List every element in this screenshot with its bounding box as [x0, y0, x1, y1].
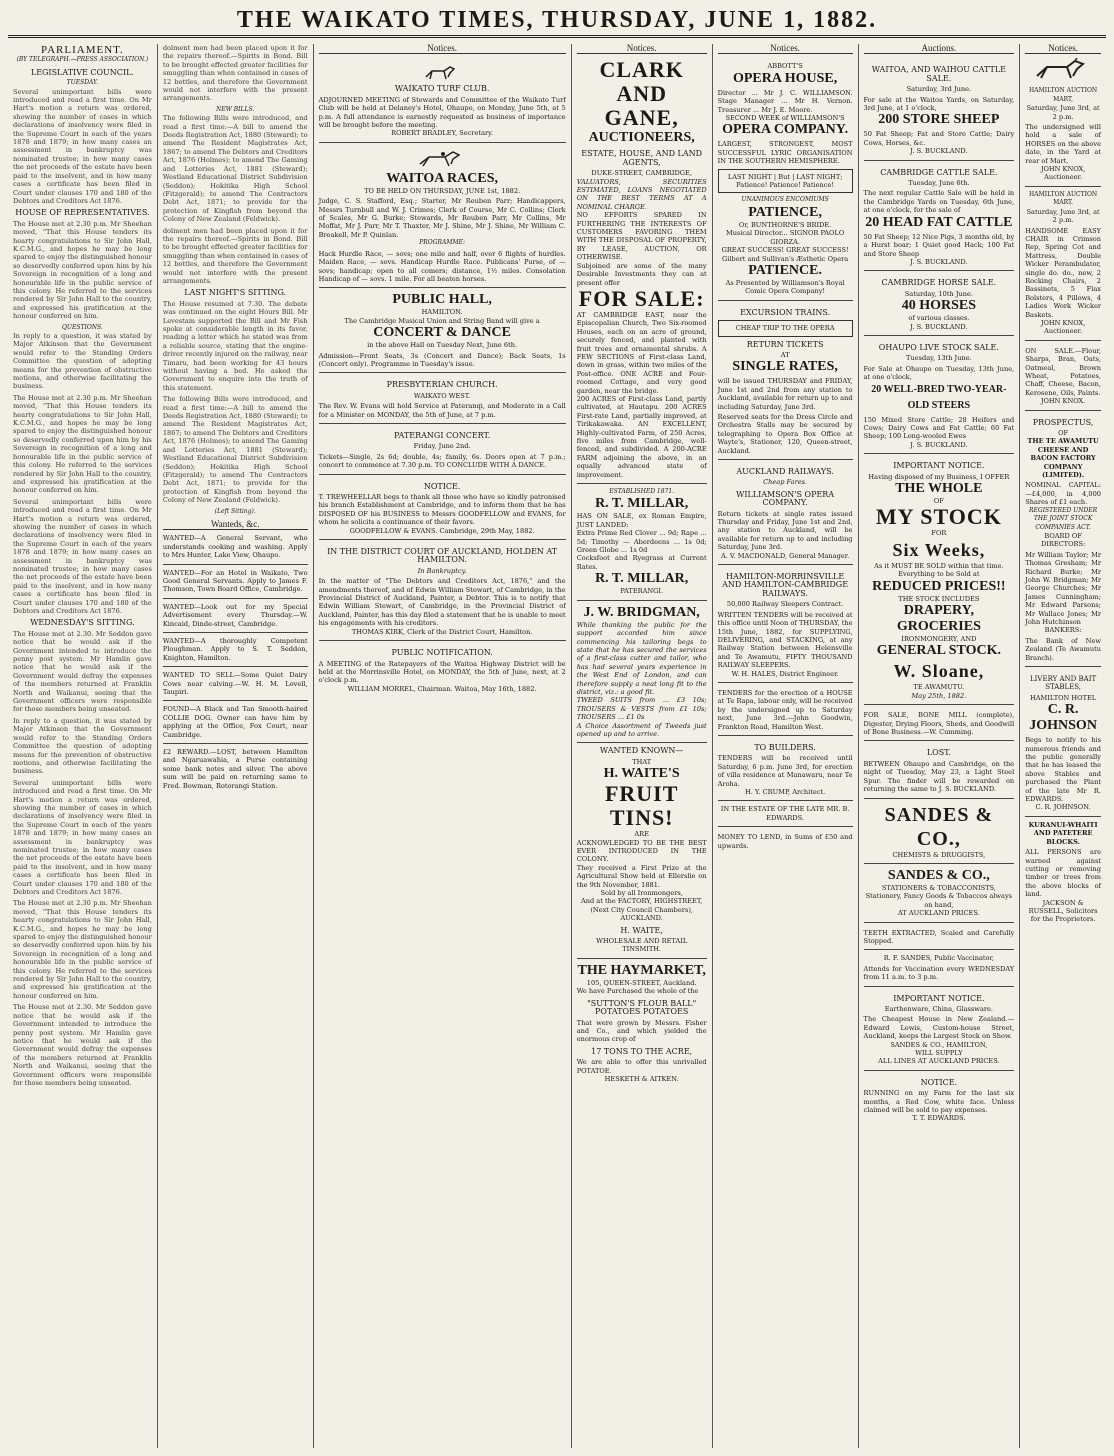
court-title: IN THE DISTRICT COURT OF AUCKLAND, HOLDEN AT HAMILTON.	[327, 547, 558, 565]
sutton-text: That were grown by Messrs. Fisher and Co., and which yielded the enormous crop of	[576, 1018, 707, 1044]
johnson-sign: C. R. JOHNSON.	[1035, 803, 1091, 812]
paterangi-date: Friday, June 2nd.	[413, 442, 471, 451]
trewheellar-text: T. TREWHEELLAR begs to thank all those who have so kindly patronised his branch Establishment at Cambridge, and to inform them that he has DISPOSED OF his BUSINESS to Messrs GOODFELLOW and EVANS, for whom he solicits a continuance of their favors.	[318, 493, 566, 527]
paterangi-concert-ad	[319, 424, 566, 475]
abbotts-label: ABBOTT'S	[767, 62, 803, 71]
sloane-ad	[864, 454, 1015, 705]
auctioneers-label: AUCTIONEERS,	[588, 130, 695, 146]
mart-date-2: Saturday, June 3rd, at 2 p.m.	[1026, 207, 1100, 225]
waitoa-sale-date: Saturday, 3rd June.	[906, 85, 972, 94]
public-hall-text: The Cambridge Musical Union and String Band will give a	[344, 316, 540, 325]
horse-sale-ad	[864, 271, 1015, 336]
day-label: TUESDAY.	[66, 79, 99, 87]
turf-club-title: WAIKATO TURF CLUB.	[394, 84, 490, 94]
column-notices-4	[1020, 44, 1106, 1448]
column-notices-1	[314, 44, 572, 1448]
notice-title-2: NOTICE.	[920, 1077, 958, 1087]
all-lines: ALL LINES AT AUCKLAND PRICES.	[878, 1057, 1000, 1066]
crump-sign: H. Y. CRUMP, Architect.	[745, 788, 826, 796]
wholesale-tinsmith: WHOLESALE AND RETAIL TINSMITH.	[596, 937, 688, 954]
bills-text: dolment men had been placed upon it for the repairs thereof.—Spirits in Bond. Bill to be brought effected greater facilities for smuggling than when contained in cases of 12 bottles, and therefore the Government would not interfere with the present arrangements.	[162, 44, 308, 103]
store-sheep: 200 STORE SHEEP	[878, 112, 1000, 128]
mart-title: HAMILTON AUCTION MART,	[1029, 87, 1098, 103]
cheap-trip-box: CHEAP TRIP TO THE OPERA	[718, 320, 853, 336]
church-title: PRESBYTERIAN CHURCH.	[386, 380, 498, 390]
drapery: DRAPERY, GROCERIES	[896, 603, 981, 635]
ohaupo-date: Tuesday, 13th June.	[906, 354, 972, 363]
public-notification-title: PUBLIC NOTIFICATION.	[391, 648, 493, 658]
questions-text: In reply to a question, it was stated by Major Atkinson that the Government would refer to the Standing Orders Committee the question of adopting means for the prevention of obstructive motions, and otherwise facilitating the business.	[13, 332, 152, 391]
court-sign: THOMAS KIRK, Clerk of the District Court, Hamilton.	[351, 627, 533, 636]
bunthorne-label: Or, BUNTHORNE'S BRIDE.	[738, 220, 832, 229]
bankruptcy-label: In Bankruptcy.	[417, 566, 467, 575]
mart-title-2: HAMILTON AUCTION MART.	[1029, 190, 1098, 207]
wednesday-text-3: Several unimportant bills were introduced and read a first time. On Mr Hart's motion a return was ordered, showing the number of cases in which declarations of insolvency were filed in the Supreme Court in each of the years 1878 and 1879; in how many cases an assessment in bankruptcy was nominated trustee; in how many cases the net proceeds of the estate have been paid to the insolvent, and in how many cases a certificate has been filed in Court under clauses 170 and 180 of the Debtors and Creditors Act 1876.	[13, 778, 152, 896]
wanted-4: WANTED—A thoroughly Competent Ploughman. Apply to S. T. Seddon, Knighton, Hamilton.	[162, 637, 308, 662]
vaccinator-title: R. F. SANDES, Public Vaccinator,	[883, 954, 995, 963]
opera-house-ad	[718, 58, 853, 300]
sandes-stationers-ad	[864, 864, 1015, 923]
store-list: 50 Fat Sheep; Fat and Store Cattle; Dairy Cows, Horses, &c.	[863, 130, 1015, 147]
haymarket-text: We have Purchased the whole of the	[576, 987, 699, 996]
unanimous-label: UNANIMOUS ENCOMIUMS	[741, 196, 829, 204]
builders-text: TENDERS will be received until Saturday, 6 p.m. June 3rd, for erection of villa residence at Manawaru, near Te Aroha.	[717, 754, 853, 788]
edwards-estate-ad	[718, 801, 853, 827]
new-bills-heading: NEW BILLS.	[216, 105, 255, 113]
estate-agents: ESTATE, HOUSE, AND LAND AGENTS,	[581, 149, 703, 167]
haymarket-title: THE HAYMARKET,	[577, 962, 706, 978]
factory-address: (Next City Council Chambers), AUCKLAND.	[590, 905, 693, 923]
edwards-sign: T. T. EDWARDS.	[912, 1114, 966, 1123]
cocksfoot-text: Cocksfoot and Ryegrass at Current Rates.	[576, 554, 707, 571]
sale-list-1: AT CAMBRIDGE EAST, near the Episcopalian Church, Two Six-roomed Houses, each on an acre of ground, securely fenced, and planted with fruit trees and ornamental shrubs. A FEW SECTIONS of First-class Land, down in grass, within two miles of the Post-office. ONE ACRE and Four-roomed Cottage, and very good garden, near the bridge.	[576, 310, 707, 395]
excursion-ad	[718, 301, 853, 460]
forty-horses: 40 HORSES	[901, 298, 977, 314]
court-text: In the matter of "The Debtors and Creditors Act, 1876," and the amendments thereof, and of Edwin William Stewart, of Cambridge, in the Provincial District of Auckland, Painter, a Debtor. This is to notify that Edwin William Stewart, of Cambridge, in the Provincial District of Auckland, Painter, has this day filed a statement that he is unable to meet his engagements with his creditors.	[318, 577, 566, 628]
paterangi-text: Tickets—Single, 2s 6d; double, 4s; family, 6s. Doors open at 7 p.m.; concert to commence at 7.30 p.m. TO CONCLUDE WITH A DANCE.	[318, 452, 566, 470]
choice-text: A Choice Assortment of Tweeds just opened up and to arrive.	[576, 721, 707, 738]
edwards-estate-title: IN THE ESTATE OF THE LATE MR. B. EDWARDS.	[720, 805, 850, 822]
ohaupo-title: OHAUPO LIVE STOCK SALE.	[878, 342, 999, 352]
house-heading: HOUSE OF REPRESENTATIVES.	[15, 208, 150, 218]
district-court-ad	[319, 540, 566, 641]
races-title: WAITOA RACES,	[386, 170, 499, 186]
no-efforts-text: NO EFFORTS SPARED IN FURTHERING THE INTERESTS OF CUSTOMERS FAVORING THEM WITH THE DISPOSAL OF PROPERTY, BY LEASE, AUCTION, OR OTHERWISE.	[576, 211, 707, 262]
kuranui-title: KURANUI-WHAITI AND PATETERE BLOCKS.	[1028, 820, 1098, 846]
programme-label: PROGRAMME:	[419, 239, 466, 247]
builders-title: TO BUILDERS.	[754, 742, 816, 752]
bone-mill-text: FOR SALE, BONE MILL (complete), Digester, Drying Floors, Sheds, and Goodwill of Bone Business.—W. Cumming.	[863, 711, 1015, 737]
notices-header-4: Notices.	[1025, 44, 1101, 54]
knox-sign-3: JOHN KNOX.	[1040, 397, 1086, 406]
directors-list: Mr William Taylor; Mr Thomas Gresham; Mr Richard Burke; Mr John W. Bridgman; Mr George Churches; Mr James Cunningham; Mr Edward Parsons; Mr Wallace Jones; Mr John Hutchinson	[1025, 550, 1101, 626]
auckland-railways-ad	[718, 460, 853, 565]
registered-text: REGISTERED UNDER THE JOINT STOCK COMPANIES ACT.	[1029, 506, 1098, 531]
second-week: SECOND WEEK of WILLIAMSON'S	[725, 114, 845, 123]
factory-label: And at the FACTORY, HIGHSTREET,	[580, 897, 703, 906]
found-dog: FOUND—A Black and Tan Smooth-haired COLLIE DOG. Owner can have him by applying at the Office, Fox Court, near Cambridge.	[162, 705, 308, 739]
horse-sale-date: Saturday, 10th June.	[904, 289, 973, 298]
for-label: FOR	[931, 529, 947, 538]
wednesday-text: The House met at 2.30. Mr Seddon gave notice that he would ask if the Government intended to introduce the penny post system. Mr Hamlin gave notice that he would ask if the Government would defray the expenses of the members returned at Franklin North and Waikanui, seeing that the Government officers were responsible for those members being unseated.	[13, 629, 152, 714]
fruit-tins: FRUIT TINS!	[604, 781, 679, 831]
livery-title: LIVERY AND BAIT STABLES,	[1030, 675, 1097, 692]
wanted-5: WANTED TO SELL—Some Quiet Dairy Cows near calving.—W. H. M. Lovell, Taupiri.	[162, 671, 308, 697]
sold-by: Sold by all Ironmongers,	[600, 889, 683, 898]
ironmongery: IRONMONGERY, AND	[901, 635, 977, 644]
tons-text: We are able to offer this unrivalled POTATOE.	[576, 1058, 707, 1075]
capital-text: NOMINAL CAPITAL:—£4,000, in 4,000 Shares of £1 each.	[1025, 481, 1101, 507]
horses-various: of various classes.	[908, 314, 970, 323]
wednesday-text-2: In reply to a question, it was stated by Major Atkinson that the Government would refer to the Standing Orders Committee the question of adopting means for the prevention of obstructive motions, and otherwise facilitating the business.	[13, 716, 152, 776]
tenders-text: TENDERS for the erection of a HOUSE at Te Rapa, labour only, will be received by the undersigned up to Saturday next, June 3rd.—John Goodwin, Frankton Road, Hamilton West.	[717, 688, 853, 731]
waitoa-sale-ad	[864, 58, 1015, 160]
board-title: BOARD OF DIRECTORS:	[1040, 531, 1086, 549]
new-bills-text: The following Bills were introduced, and read a first time:—A bill to amend the Deeds Registration Act, 1880 (Steward); to amend The Resident Magistrates Act, 1867; to amend The Debtors and Creditors Act, 1876 (Holmes); to amend The Gaming and Lotteries Act, 1881 (Steward); Westland Educational District Subdivision (Seddon); Hokitika High School (Fitzgerald); to amend The Contractors Debt Act, 1871; to provide for the protection of Kingfish from beyond the Colony of New Zealand (Feldwick).	[162, 114, 308, 224]
return-tickets: RETURN TICKETS	[746, 339, 824, 349]
williamson-presented: As Presented by Williamson's Royal Comic Opera Company!	[725, 278, 845, 296]
ham-railways-title: HAMILTON-MORRINSVILLE AND HAMILTON-CAMBRIDGE RAILWAYS.	[722, 572, 849, 598]
council-text: Several unimportant bills were introduced and read a first time. On Mr Hart's motion a return was ordered, showing the number of cases in which declarations of insolvency were filed in the Supreme Court in each of the years 1878 and 1879; in how many cases an assessment in bankruptcy was nominated trustee; in how many cases the net proceeds of the estate have been paid to the insolvent, and in how many cases a certificate has been filed in Court under clauses 170 and 180 of the Debtors and Creditors Act 1876.	[13, 87, 152, 205]
seed-prices: Extra Prime Red Clover ... 9d; Rape ... 5d; Timothy — Aberdeens ... 1s 0d; Green Globe ... 1s 0d	[576, 529, 707, 555]
mart-ad-2	[1025, 187, 1101, 341]
horse-sale-title: CAMBRIDGE HORSE SALE.	[881, 278, 997, 288]
ohaupo-sale-ad	[864, 336, 1015, 454]
parliament-heading: PARLIAMENT.	[41, 44, 124, 56]
vaccinator-ad	[864, 950, 1015, 986]
divider	[577, 958, 707, 959]
everything-sold: Everything to be Sold at	[898, 570, 980, 579]
divider	[577, 742, 707, 743]
on-sale-text: ON SALE.—Flour, Sharps, Bran, Oats, Oatmeal, Brown Wheat, Potatoes, Chaff, Cheese, Bacon, Kerosene, Oils, Paints.	[1025, 346, 1101, 397]
that-label: THAT	[632, 757, 652, 766]
cheese-company: THE TE AWAMUTU CHEESE AND BACON FACTORY COMPANY (LIMITED).	[1027, 437, 1099, 480]
earthenware-ad	[864, 987, 1015, 1071]
cambridge-cattle-text: The next regular Cattle Sale will be held in the Cambridge Yards on Tuesday, 6th June, at one o'clock, for the sale of	[863, 189, 1015, 215]
cheap-fares: Cheap Fares.	[763, 478, 808, 487]
great-success: GREAT SUCCESS! GREAT SUCCESS! Gilbert and Sullivan's Æsthetic Opera	[721, 246, 849, 263]
sloane-date: May 25th, 1882.	[911, 691, 967, 700]
turf-club-sign: ROBERT BRADLEY, Secretary.	[391, 129, 494, 138]
will-supply: WILL SUPPLY	[915, 1049, 963, 1057]
public-notification-sign: WILLIAM MORREL, Chairman. Waitoa, May 16th, 1882.	[347, 684, 537, 693]
press-association: (BY TELEGRAPH.—PRESS ASSOCIATION.)	[16, 56, 149, 64]
opera-house-title: OPERA HOUSE,	[732, 70, 838, 86]
church-ad	[319, 373, 566, 424]
horse-icon	[422, 65, 462, 81]
at-label: AT	[780, 350, 790, 359]
single-rates-text: will be issued THURSDAY and FRIDAY, June 1st and 2nd from any station to Auckland, available for return up to and including Saturday, June 3rd.	[717, 377, 853, 411]
millar-sub: HAS ON SALE, ex Roman Empire, JUST LANDED:	[576, 512, 707, 529]
jackson-sign: JACKSON & RUSSELL, Solicitors for the Proprietors.	[1028, 898, 1098, 924]
lost-ad	[864, 741, 1015, 798]
hales-sign: W. H. HALES, District Engineer.	[731, 669, 839, 678]
vaccinator-text: Attends for Vaccination every WEDNESDAY from 11 a.m. to 3 p.m.	[863, 964, 1015, 982]
important-notice: IMPORTANT NOTICE.	[893, 461, 985, 471]
cambridge-cattle-title: CAMBRIDGE CATTLE SALE.	[880, 167, 998, 177]
public-hall-title: PUBLIC HALL,	[392, 292, 492, 308]
public-notification-text: A MEETING of the Ratepayers of the Waitoa Highway District will be held at the Morrinsville Hotel, on MONDAY, the 5th of June, next, at 2 o'clock p.m.	[318, 659, 566, 685]
paterangi-label: PATERANGI.	[620, 587, 664, 596]
column-parliament	[8, 44, 158, 1448]
concert-date: in the above Hall on Tuesday Next, June 6th.	[367, 341, 518, 350]
wednesday-text-4: The House met at 2.30 p.m. Mr Sheehan moved, "That this House tenders its hearty congratulations to Sir John Hall, K.C.M.G., and hopes he may be long spared to enjoy the distinguished honour so deservedly conferred upon him by his Sovereign in recognition of a long and honourable life in the public service of this colony. He referred to the services rendered by Sir John Hall to the country, and expressed his gratification at the honour conferred on him.	[13, 899, 152, 1000]
must-be-sold: As it MUST BE SOLD within that time.	[874, 561, 1004, 570]
bone-mill-ad	[864, 705, 1015, 741]
mart-text-2: HANDSOME EASY CHAIR in Crimson Rep, Spring Cot and Mattress, Double Wicker Perambulator, single do. do., new, 2 Rocking Chairs, 2 Bassinets, 5 Flax Bolsters, 4 Pillows, 4 Ladies Work Wicker Baskets.	[1025, 226, 1101, 319]
church-sub: WAIKATO WEST.	[413, 391, 471, 400]
wanteds-heading: Wanteds, &c.	[163, 520, 308, 530]
mart-text: The undersigned will hold a sale of HORSES on the above date, in the Yard at rear of Mart.	[1025, 123, 1101, 165]
fat-cattle-list: 50 Fat Sheep; 12 Nice Pigs, 3 months old, by a Hurst boar; 1 Quiet good Hack; 100 Fat and Store Sheep	[863, 232, 1015, 258]
lost-text: BETWEEN Ohaupo and Cambridge, on the night of Tuesday, May 23, a Light Steel Spur. The finder will be rewarded on returning the same to J. S. BUCKLAND.	[863, 759, 1015, 794]
general-stock: GENERAL STOCK.	[876, 643, 1001, 659]
kuranui-text: ALL PERSONS are warned against cutting or removing timber or trees from the above blocks of land.	[1025, 848, 1101, 899]
steers-list: 150 Mixed Store Cattle; 28 Heifers and Cows; Dairy Cows and Fat Cattle; 60 Fat Sheep; 100 Long-wooled Ewes	[863, 415, 1015, 441]
wednesday-text-5: The House met at 2.30. Mr Seddon gave notice that he would ask if the Government intended to introduce the penny post system. Mr Hamlin gave notice that he would ask if the Government would defray the expenses of the members returned at Franklin North and Waikanui, seeing that the Government officers were responsible for those members being unseated.	[13, 1003, 152, 1087]
reward-notice: £2 REWARD.—LOST, between Hamilton and Ngaruawahia, a Purse containing some bank notes and silver. The above sum will be paid on returning same to Fred. Bowman, Rotorangi Station.	[162, 748, 308, 790]
te-awamutu: TE AWAMUTU.	[913, 683, 965, 692]
columns	[8, 44, 1106, 1448]
waite-name: H. WAITE'S	[603, 766, 680, 782]
column-notices-2	[572, 44, 713, 1448]
on-sale-ad	[1025, 341, 1101, 411]
are-label: ARE	[634, 830, 649, 839]
masthead	[8, 6, 1106, 38]
turf-club-ad	[319, 58, 566, 142]
builders-ad	[718, 736, 853, 801]
acknowledged-text: ACKNOWLEDGED TO BE THE BEST EVER INTRODUCED IN THE COLONY.	[576, 838, 707, 864]
concert-title: CONCERT & DANCE	[373, 325, 511, 341]
single-rates-title: SINGLE RATES,	[732, 359, 838, 375]
teeth-text: TEETH EXTRACTED, Scaled and Carefully Stopped.	[863, 928, 1015, 945]
stationers: STATIONERS & TOBACCONISTS,	[881, 883, 996, 892]
questions-text-3: Several unimportant bills were introduced and read a first time. On Mr Hart's motion a return was ordered, showing the number of cases in which declarations of insolvency were filed in the Supreme Court in each of the years 1878 and 1879; in how many cases an assessment in bankruptcy was nominated trustee; in how many cases the net proceeds of the estate have been paid to the insolvent, and in how many cases a certificate has been filed in Court under clauses 170 and 180 of the Debtors and Creditors Act 1876.	[13, 497, 152, 615]
hesketh-sign: HESKETH & AITKEN.	[604, 1074, 679, 1083]
johnson-text: Begs to notify to his numerous friends and the public generally that he has leased the above Stables and purchased the Plant of the late Mr R. EDWARDS.	[1025, 736, 1101, 804]
divider	[577, 483, 707, 484]
six-weeks: Six Weeks,	[892, 539, 986, 560]
church-text: The Rev. W. Evans will hold Service at Pateranqi, and Moderate in a Call for a Minister on MONDAY, the 5th of June, at 7 p.m.	[318, 402, 566, 419]
livery-ad	[1025, 667, 1101, 817]
last-night-box: LAST NIGHT | But | LAST NIGHT; Patience! Patience! Patience!	[718, 169, 853, 194]
sandes-title: SANDES & CO.,	[884, 803, 994, 850]
sleepers-ad	[718, 565, 853, 683]
notice-title: NOTICE.	[423, 481, 461, 491]
the-whole: THE WHOLE	[895, 481, 983, 496]
opera-company-title: OPERA COMPANY.	[722, 122, 849, 138]
public-hall-sub: HAMILTON.	[421, 308, 463, 317]
steers: 20 WELL-BRED TWO-YEAR-OLD STEERS	[871, 383, 1007, 411]
questions-text-2: The House met at 2.30 p.m. Mr Sheehan moved, "That this House tenders its hearty congratulations to Sir John Hall, K.C.M.G., and hopes he may be long spared to enjoy the distinguished honour so deservedly conferred upon him by his Sovereign in recognition of a long and honourable life in the public service of this colony. He referred to the services rendered by Sir John Hall to the country, and expressed his gratification at the honour conferred on him.	[13, 393, 152, 495]
earthenware-text: The Cheapest House in New Zealand.—Edward Lewis, Custom-house Street, Auckland, keeps the Largest Stock on Show.	[863, 1015, 1015, 1041]
buckland-sign: J. S. BUCKLAND.	[910, 147, 968, 156]
auckland-prices: AT AUCKLAND PRICES.	[898, 909, 980, 918]
buckland-sign-4: J. S. BUCKLAND.	[910, 440, 968, 449]
excursion-title: EXCURSION TRAINS.	[740, 307, 831, 317]
teeth-ad	[864, 923, 1015, 951]
public-hall-ad	[319, 288, 566, 373]
subjoined-text: Subjoined are some of the many Desirable Investments they can at present offer	[576, 261, 707, 287]
races-date: TO BE HELD ON THURSDAY, JUNE 1st, 1882.	[364, 186, 521, 195]
races-officials: Judge, C. S. Stafford, Esq.; Starter, Mr Reuben Parr; Handicappers, Messrs Turnbull and W. J. Crimes; Clerk of Course, Mr C. Collins; Clerk of Scales, Mr G. Burke; Stewards, Mr Reuben Parr, Mr Collins, Mr Moffat, Mr J. Parr, Mr T. Thaxter, Mr J. Shine, Mr J. Shine, Mr William C. Breakell, Mr P. Quinlan.	[318, 197, 566, 239]
macdonald-sign: A. V. MACDONALD, General Manager.	[720, 551, 850, 560]
new-bills-text-2: dolment men had been placed upon it for the repairs thereof.—Spirits in Bond. Bill to be brought effected greater facilities for smuggling than when contained in cases of 12 bottles, and therefore the Government would not interfere with the present arrangements.	[162, 226, 308, 285]
buckland-sign-2: J. S. BUCKLAND.	[910, 257, 968, 266]
prospectus-title: PROSPECTUS,	[1032, 417, 1094, 427]
notices-header: Notices.	[319, 44, 566, 54]
sandes-title-2: SANDES & CO.,	[887, 867, 990, 883]
johnson-name: C. R. JOHNSON	[1029, 702, 1097, 734]
auctions-header: Auctions.	[864, 44, 1015, 54]
williamson-opera-text: Return tickets at single rates issued Thursday and Friday, June 1st and 2nd, any station to Auckland, will be available for return up to and including Saturday, June 3rd.	[717, 509, 853, 552]
public-notification-ad	[319, 641, 566, 697]
reduced-prices: REDUCED PRICES!!	[872, 578, 1006, 594]
masthead-title: THE WAIKATO TIMES, THURSDAY, JUNE 1, 1882.	[236, 7, 878, 33]
fat-cattle: 20 HEAD FAT CATTLE	[865, 214, 1013, 230]
bankers-title: BANKERS:	[1044, 626, 1082, 635]
questions-heading: QUESTIONS.	[62, 323, 103, 331]
racehorse-icon	[417, 150, 467, 168]
trewheellar-ad	[319, 475, 566, 540]
buckland-sign-3: J. S. BUCKLAND.	[910, 322, 968, 331]
notices-header-2: Notices.	[577, 44, 707, 54]
established-label: ESTABLISHED 1871.	[609, 488, 675, 496]
bridgman-text: While thanking the public for the support accorded him since commencing his tailoring begs to state that he has secured the services of a first-class cutter and tailor, who has had several years experience in the West End of London, and can therefore supply a neat long fit to the district, viz.: a good fit.	[576, 620, 707, 696]
money-text: MONEY TO LEND, in Sums of £50 and upwards.	[717, 833, 853, 850]
clark-gane-title: CLARK AND GANE,	[599, 57, 684, 131]
prize-text: They received a First Prize at the Agricultural Show held at Ellerslie on the 9th November, 1881.	[576, 863, 707, 889]
of-label-2: OF	[1058, 429, 1069, 438]
red-cow-ad	[864, 1071, 1015, 1127]
prospectus-ad	[1025, 411, 1101, 667]
earthenware-title: Earthenware, China, Glassware.	[884, 1004, 994, 1013]
knox-sign-2: JOHN KNOX, Auctioneer.	[1040, 318, 1086, 336]
opera-staff: Director ... Mr J. C. WILLIAMSON. Stage Manager ... Mr H. Vernon. Treasurer ... Mr J. E. Moore.	[717, 88, 853, 114]
divider	[577, 600, 707, 601]
wanted-known: WANTED KNOWN—	[599, 746, 684, 756]
cambridge-cattle-ad	[864, 161, 1015, 272]
patience-title: PATIENCE,	[748, 204, 822, 220]
valuators-text: VALUATORS, SECURITIES ESTIMATED, LOANS NEGOTIATED ON THE BEST TERMS AT A NOMINAL CHARGE.	[576, 177, 707, 211]
dress-circle-text: Reserved seats for the Dress Circle and Orchestra Stalls may be secured by telegraphing to Opera Box Office at Wayte's, Stationer, 120, Queen-street, Auckland.	[717, 412, 853, 455]
for-sale-title: FOR SALE:	[578, 285, 705, 311]
millar-name-2: R. T. MILLAR,	[595, 571, 689, 587]
my-stock: MY STOCK	[875, 504, 1002, 530]
waitoa-sale-text: For sale at the Waitoa Yards, on Saturday, 3rd June, at 1 o'clock,	[863, 95, 1015, 113]
column-notices-3	[713, 44, 859, 1448]
sandes-hamilton: SANDES & CO., HAMILTON,	[890, 1040, 988, 1049]
turf-club-text: ADJOURNED MEETING of Stewards and Committee of the Waikato Turf Club will be held at Delaney's Hotel, Ohaupo, on Monday, June 5th, at 5 p.m. A full attendance is earnestly requested as business of importance will be brought before the meeting.	[318, 95, 566, 130]
bridgman-name: J. W. BRIDGMAN,	[583, 604, 700, 620]
waite-name-2: H. WAITE,	[620, 925, 663, 935]
suit-prices: TWEED SUITS from ... £3 10s; TROUSERS & VESTS from £1 10s; TROUSERS ... £1 0s	[576, 696, 707, 722]
millar-name: R. T. MILLAR,	[595, 496, 689, 512]
kuranui-ad	[1025, 817, 1101, 928]
cambridge-cattle-date: Tuesday, June 6th.	[908, 179, 970, 188]
sleepers-text: WRITTEN TENDERS will be received at this office until Noon of THURSDAY, the 15th June, 1882, for SUPPLYING, DELIVERING, and STACKING, at any Railway Station between Helensville and Te Awamutu, FIFTY THOUSAND RAILWAY SLEEPERS.	[717, 610, 853, 670]
wanted-1: WANTED—A General Servant, who understands cooking and washing. Apply to Mrs Hunter, Lake View, Ohaupo.	[162, 534, 308, 560]
waitoa-sale-title: WAITOA, AND WAIHOU CATTLE SALE.	[871, 65, 1006, 83]
programme-text: Hack Hurdle Race, — sovs; one mile and half, over 6 flights of hurdles. Maiden Race, — sovs. Handicap Hurdle Race. Publicans' Purse, of — sovs; handicap; open to all comers; distance, 1½ miles. Consolation Handicap of — sovs. 1 mile. For all beaten horses.	[318, 249, 566, 283]
column-bills	[158, 44, 314, 1448]
concert-admission: Admission—Front Seats, 3s (Concert and Dance); Back Seats, 1s (Concert only). Programme in Tuesday's issue.	[318, 351, 566, 368]
left-sitting: (Left Sitting).	[214, 507, 256, 515]
sutton-potatoes: "SUTTON'S FLOUR BALL" POTATOES POTATOES	[587, 998, 697, 1017]
musical-director: Musical Director... SIGNOR PAOLO GIORZA.	[725, 229, 845, 246]
notices-header-3: Notices.	[718, 44, 853, 54]
wednesday-heading: WEDNESDAY'S SITTING.	[30, 618, 135, 628]
tons-per-acre: 17 TONS TO THE ACRE,	[591, 1046, 693, 1056]
duke-street: DUKE-STREET, CAMBRIDGE,	[591, 169, 692, 178]
money-ad	[718, 827, 853, 854]
last-night-text: The House resumed at 7.30. The debate was continued on the eight Hours Bill. Mr Levestam supported the Bill and Mr Fish spoke at considerable length in its favor, reading a letter which he stated was from a reliable source, stating that the engine-driver recently injured on the railway, near Timaru, had been working for 43 hours without having a bed. He asked the Government to enquire into the truth of this statement.	[162, 299, 308, 392]
paterangi-title: PATERANGI CONCERT.	[393, 430, 491, 440]
sloane-intro: Having disposed of my Business, I OFFER	[868, 472, 1010, 481]
ohaupo-text: For Sale at Ohaupo on Tuesday, 13th June, at one o'clock,	[863, 364, 1015, 382]
stationery-text: Stationery, Fancy Goods & Tobaccos always on hand,	[865, 892, 1013, 909]
column-auctions	[859, 44, 1021, 1448]
house-text: The House met at 2.30 p.m. Mr Sheehan moved, "That this House tenders its hearty congratulations to Sir John Hall, K.C.M.G., and hopes he may be long spared to enjoy the distinguished honour so deservedly conferred upon him by his Sovereign in recognition of a long and honourable life in the public service of this colony. He referred to the services rendered by Sir John Hall to the country, and expressed his gratification at the honour conferred on him.	[13, 219, 152, 321]
goodfellow-sign: GOODFELLOW & EVANS. Cambridge, 29th May, 1882.	[349, 526, 535, 535]
mart-date: Saturday, June 3rd, at 2 p.m.	[1026, 104, 1100, 121]
bank-name: The Bank of New Zealand (Te Awamutu Branch).	[1025, 636, 1101, 662]
sleepers-title: 50,000 Railway Sleepers Contract.	[726, 600, 844, 609]
tenders-ad	[718, 683, 853, 736]
last-night-heading: LAST NIGHT'S SITTING.	[184, 288, 287, 298]
important-notice-2: IMPORTANT NOTICE.	[893, 993, 985, 1003]
sale-list-2: 200 ACRES of First-class Land, partly cultivated, at Hautapu. 200 ACRES First-rate Land, partially improved, at Tirikakawaka. AN EXCELLENT, Highly-cultivated Farm, of 250 Acres, five miles from Cambridge, well-fenced, and subdivided. A 200-ACRE FARM adjoining the above, in an equally advanced state of improvement.	[576, 394, 707, 479]
railways-title: AUCKLAND RAILWAYS.	[736, 467, 834, 476]
mart-ad	[1025, 83, 1101, 186]
last-night-text-2: The following Bills were introduced, and read a first time:—A bill to amend the Deeds Registration Act, 1880 (Steward); to amend The Resident Magistrates Act, 1867; to amend The Debtors and Creditors Act, 1876 (Holmes); to amend The Gaming and Lotteries Act, 1881 (Steward); Westland Educational District Subdivision (Seddon); Hokitika High School (Fitzgerald); to amend The Contractors Debt Act, 1871; to provide for the protection of Kingfish from beyond the Colony of New Zealand (Feldwick).	[162, 395, 308, 505]
knox-sign: JOHN KNOX, Auctioneer.	[1040, 165, 1086, 182]
haymarket-address: 105, QUEEN-STREET, Auckland.	[586, 978, 697, 987]
hamilton-hotel: HAMILTON HOTEL	[1030, 693, 1097, 702]
horse-emblem-icon	[1033, 58, 1093, 80]
stock-includes: THE STOCK INCLUDES	[898, 594, 980, 603]
of-label: OF	[933, 497, 944, 505]
red-cow-text: RUNNING on my Farm for the last six months, a Red Cow, white face. Unless claimed will be sold to pay expenses.	[863, 1089, 1015, 1115]
sloane-name: W. Sloane,	[893, 661, 985, 682]
wanted-2: WANTED—For an Hotel in Waikato, Two Good General Servants. Apply to James F. Thomson, Town Board Office, Cambridge.	[162, 568, 308, 594]
wanted-3: WANTED—Look out for my Special Advertisement every Thursday.—W. Kincaid, Dinde-street, Cambridge.	[162, 602, 308, 628]
council-heading: LEGISLATIVE COUNCIL.	[30, 67, 134, 77]
chemists: CHEMISTS & DRUGGISTS,	[892, 850, 986, 859]
williamson-opera-title: WILLIAMSON'S OPERA COMPANY.	[736, 489, 835, 508]
patience-title-2: PATIENCE.	[748, 262, 822, 278]
largest-text: LARGEST, STRONGEST, MOST SUCCESSFUL LYRIC ORGANISATION IN THE SOUTHERN HEMISPHERE.	[717, 140, 853, 166]
sandes-chemists-ad	[864, 799, 1015, 864]
lost-title: LOST.	[926, 748, 951, 758]
races-ad	[319, 143, 566, 288]
